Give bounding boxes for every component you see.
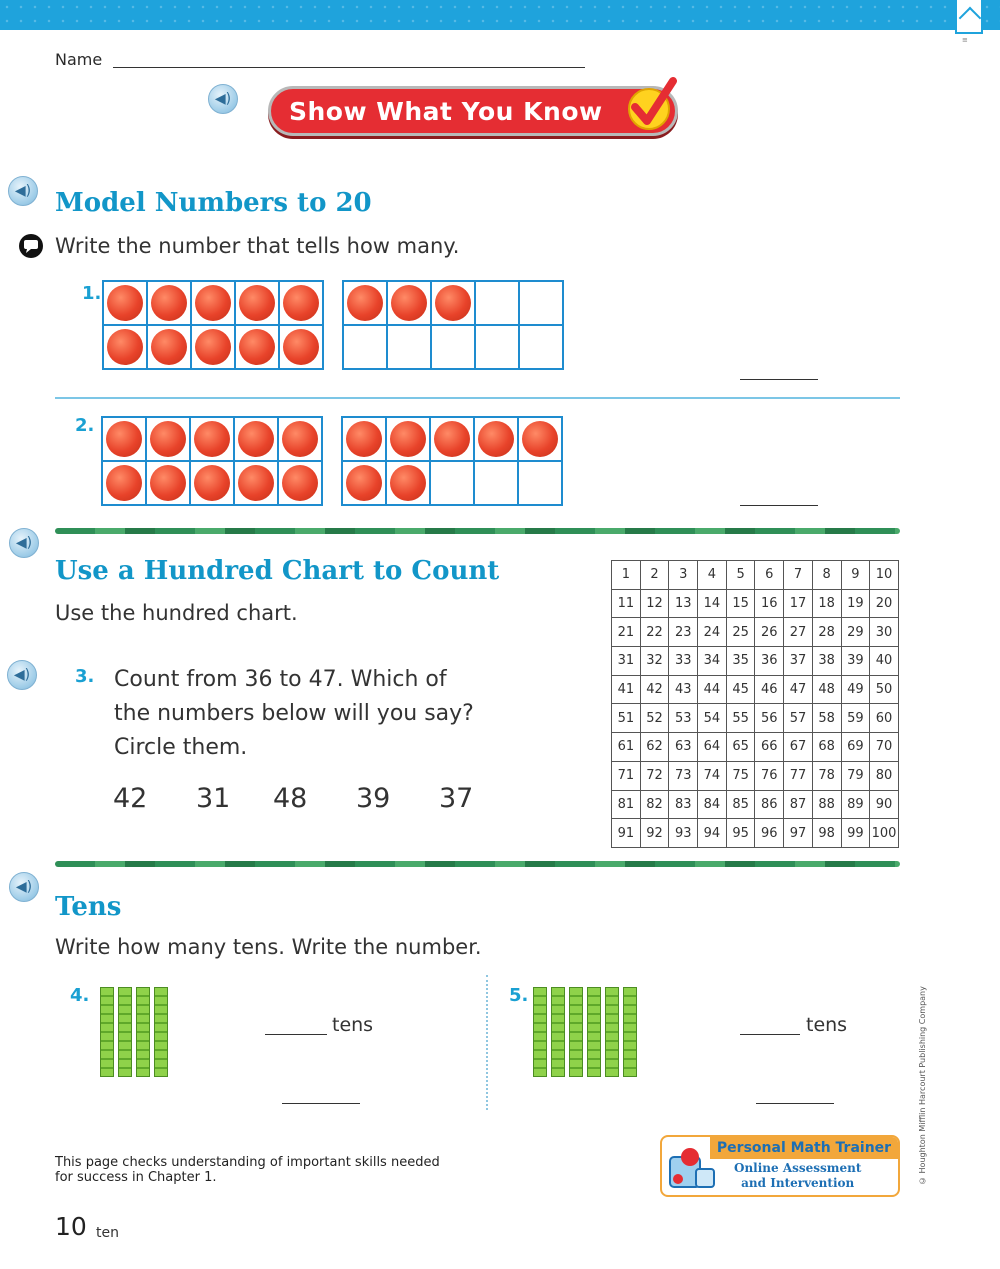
ten-frame-cell — [431, 418, 473, 460]
counter-dot — [239, 329, 275, 365]
tens-rod — [569, 987, 583, 1077]
tens-rod — [551, 987, 565, 1077]
speaker-icon[interactable]: ◀) — [208, 84, 238, 114]
hundred-chart-cell: 31 — [612, 647, 641, 676]
hundred-chart-cell: 54 — [698, 704, 727, 733]
hundred-chart-cell: 72 — [640, 761, 669, 790]
ten-frame-cell — [388, 326, 430, 368]
chat-bubble-icon — [18, 233, 44, 259]
counter-dot — [390, 421, 426, 457]
footnote-line: for success in Chapter 1. — [55, 1170, 217, 1185]
name-label: Name — [55, 50, 103, 69]
counter-dot — [194, 465, 230, 501]
section-title-tens: Tens — [55, 892, 122, 922]
counter-dot — [107, 285, 143, 321]
hundred-chart-cell: 37 — [784, 647, 813, 676]
checkmark-icon — [623, 75, 679, 133]
counter-dot — [391, 285, 427, 321]
hundred-chart-cell: 18 — [812, 589, 841, 618]
hundred-chart-cell: 70 — [870, 733, 899, 762]
hundred-chart-cell: 99 — [841, 819, 870, 848]
question-3-label: 3. — [75, 666, 95, 687]
hundred-chart-cell: 93 — [669, 819, 698, 848]
speaker-icon[interactable]: ◀) — [9, 872, 39, 902]
pmt-line: Online Assessment — [734, 1161, 862, 1175]
tens-rods — [533, 987, 637, 1077]
hundred-chart-cell: 27 — [784, 618, 813, 647]
hundred-chart-cell: 51 — [612, 704, 641, 733]
copyright-text: © Houghton Mifflin Harcourt Publishing Company — [918, 986, 927, 1185]
hundred-chart-cell: 2 — [640, 561, 669, 590]
hundred-chart-cell: 73 — [669, 761, 698, 790]
hundred-chart-cell: 5 — [726, 561, 755, 590]
counter-dot — [238, 465, 274, 501]
top-banner — [0, 0, 1000, 30]
hundred-chart-cell: 1 — [612, 561, 641, 590]
hundred-chart-cell: 97 — [784, 819, 813, 848]
counter-dot — [478, 421, 514, 457]
hundred-chart-cell: 69 — [841, 733, 870, 762]
ten-frame-cell — [148, 282, 190, 324]
page-number: 10 — [55, 1212, 87, 1241]
ten-frame-cell — [387, 418, 429, 460]
counter-dot — [151, 329, 187, 365]
counter-dot — [238, 421, 274, 457]
question-4-label: 4. — [70, 985, 90, 1006]
ten-frame-cell — [476, 282, 518, 324]
hundred-chart-cell: 42 — [640, 675, 669, 704]
bookmark-icon[interactable] — [955, 0, 983, 34]
hundred-chart-cell: 49 — [841, 675, 870, 704]
ten-frame-cell — [279, 418, 321, 460]
ten-frame-cell — [103, 418, 145, 460]
hundred-chart-cell: 52 — [640, 704, 669, 733]
hundred-chart-cell: 32 — [640, 647, 669, 676]
hundred-chart-cell: 39 — [841, 647, 870, 676]
hundred-chart-cell: 7 — [784, 561, 813, 590]
hundred-chart-cell: 8 — [812, 561, 841, 590]
hundred-chart-cell: 91 — [612, 819, 641, 848]
hundred-chart-cell: 63 — [669, 733, 698, 762]
hundred-chart-cell: 24 — [698, 618, 727, 647]
hundred-chart-cell: 65 — [726, 733, 755, 762]
hundred-chart-cell: 61 — [612, 733, 641, 762]
counter-dot — [435, 285, 471, 321]
ten-frame-cell — [191, 462, 233, 504]
hundred-chart-cell: 78 — [812, 761, 841, 790]
ten-frame-cell — [343, 462, 385, 504]
ten-frame-cell — [236, 282, 278, 324]
pmt-body — [734, 1161, 861, 1191]
hundred-chart-cell: 44 — [698, 675, 727, 704]
hundred-chart-cell: 47 — [784, 675, 813, 704]
hundred-chart-cell: 71 — [612, 761, 641, 790]
hundred-chart-cell: 76 — [755, 761, 784, 790]
hundred-chart-cell: 56 — [755, 704, 784, 733]
hundred-chart-cell: 3 — [669, 561, 698, 590]
hundred-chart-cell: 21 — [612, 618, 641, 647]
number-answer-line-q4[interactable] — [282, 1103, 360, 1104]
hundred-chart-cell: 96 — [755, 819, 784, 848]
ten-frame — [342, 280, 564, 370]
hundred-chart-cell: 15 — [726, 589, 755, 618]
hundred-chart-cell: 11 — [612, 589, 641, 618]
name-input-line[interactable] — [113, 67, 585, 68]
counter-dot — [346, 465, 382, 501]
ten-frame-cell — [104, 326, 146, 368]
hundred-chart-cell: 38 — [812, 647, 841, 676]
hundred-chart-cell: 20 — [870, 589, 899, 618]
tens-rod — [605, 987, 619, 1077]
tens-label: tens — [332, 1014, 374, 1036]
hundred-chart-cell: 67 — [784, 733, 813, 762]
tens-rod — [118, 987, 132, 1077]
hundred-chart-cell: 80 — [870, 761, 899, 790]
ten-frame-cell — [103, 462, 145, 504]
tens-answer-line-q4[interactable] — [265, 1034, 327, 1035]
counter-dot — [434, 421, 470, 457]
ten-frame-cell — [519, 418, 561, 460]
hundred-chart-cell: 90 — [870, 790, 899, 819]
ten-frame-cell — [104, 282, 146, 324]
hundred-chart-cell: 62 — [640, 733, 669, 762]
tens-rod — [587, 987, 601, 1077]
hundred-chart-cell: 48 — [812, 675, 841, 704]
speaker-icon[interactable]: ◀) — [7, 660, 37, 690]
hundred-chart-cell: 83 — [669, 790, 698, 819]
answer-line-q2[interactable] — [740, 505, 818, 506]
counter-dot — [194, 421, 230, 457]
tens-answer-line-q5[interactable] — [740, 1034, 800, 1035]
hundred-chart-cell: 74 — [698, 761, 727, 790]
hundred-chart-cell: 6 — [755, 561, 784, 590]
counter-dot — [283, 329, 319, 365]
hundred-chart-cell: 30 — [870, 618, 899, 647]
question-1-label: 1. — [82, 283, 102, 304]
hundred-chart-cell: 50 — [870, 675, 899, 704]
hundred-chart-cell: 45 — [726, 675, 755, 704]
hundred-chart-cell: 25 — [726, 618, 755, 647]
counter-dot — [195, 329, 231, 365]
counter-dot — [390, 465, 426, 501]
ten-frame-cell — [280, 326, 322, 368]
hundred-chart-cell: 86 — [755, 790, 784, 819]
hundred-chart-cell: 92 — [640, 819, 669, 848]
hundred-chart-cell: 40 — [870, 647, 899, 676]
section3-instruction: Write how many tens. Write the number. — [55, 935, 482, 959]
question-divider — [55, 397, 900, 399]
ten-frame-cell — [520, 326, 562, 368]
counter-dot — [106, 465, 142, 501]
ten-frame-cell — [431, 462, 473, 504]
column-separator — [486, 975, 488, 1110]
hundred-chart-cell: 66 — [755, 733, 784, 762]
ten-frame-cell — [432, 326, 474, 368]
choice-number[interactable]: 37 — [439, 783, 474, 814]
section-divider — [55, 528, 900, 534]
ten-frame-cell — [192, 282, 234, 324]
hundred-chart-cell: 89 — [841, 790, 870, 819]
hundred-chart-cell: 95 — [726, 819, 755, 848]
hundred-chart-cell: 12 — [640, 589, 669, 618]
tens-rod — [100, 987, 114, 1077]
ten-frame — [101, 416, 323, 506]
hundred-chart-cell: 13 — [669, 589, 698, 618]
counter-dot — [151, 285, 187, 321]
ten-frame-cell — [475, 462, 517, 504]
hundred-chart-cell: 79 — [841, 761, 870, 790]
ten-frame-cell — [191, 418, 233, 460]
hundred-chart-cell: 53 — [669, 704, 698, 733]
counter-dot — [150, 465, 186, 501]
ten-frame-cell — [279, 462, 321, 504]
ten-frame-cell — [388, 282, 430, 324]
ten-frame-cell — [148, 326, 190, 368]
hundred-chart-cell: 29 — [841, 618, 870, 647]
hundred-chart-cell: 87 — [784, 790, 813, 819]
hundred-chart-cell: 100 — [870, 819, 899, 848]
hundred-chart-cell: 82 — [640, 790, 669, 819]
hundred-chart-cell: 16 — [755, 589, 784, 618]
pmt-title: Personal Math Trainer — [710, 1137, 898, 1159]
speaker-icon[interactable]: ◀) — [9, 528, 39, 558]
hundred-chart-cell: 57 — [784, 704, 813, 733]
tens-rod — [154, 987, 168, 1077]
choice-number[interactable]: 31 — [196, 783, 231, 814]
hundred-chart-cell: 4 — [698, 561, 727, 590]
hundred-chart-cell: 35 — [726, 647, 755, 676]
counter-dot — [107, 329, 143, 365]
choice-number[interactable]: 42 — [113, 783, 148, 814]
ten-frame-cell — [520, 282, 562, 324]
hundred-chart-cell: 23 — [669, 618, 698, 647]
hundred-chart-cell: 55 — [726, 704, 755, 733]
hundred-chart-cell: 59 — [841, 704, 870, 733]
section-divider — [55, 861, 900, 867]
section2-instruction: Use the hundred chart. — [55, 601, 298, 625]
page-marker: ≡ — [962, 36, 968, 44]
hundred-chart-cell: 36 — [755, 647, 784, 676]
hundred-chart-cell: 75 — [726, 761, 755, 790]
question-5-label: 5. — [509, 985, 529, 1006]
hundred-chart-cell: 19 — [841, 589, 870, 618]
counter-dot — [347, 285, 383, 321]
tens-rod — [136, 987, 150, 1077]
speaker-icon[interactable]: ◀) — [8, 176, 38, 206]
counter-dot — [239, 285, 275, 321]
hundred-chart-cell: 88 — [812, 790, 841, 819]
hundred-chart-cell: 34 — [698, 647, 727, 676]
hundred-chart-cell: 64 — [698, 733, 727, 762]
choice-number[interactable]: 39 — [356, 783, 391, 814]
tens-label: tens — [806, 1014, 848, 1036]
counter-dot — [106, 421, 142, 457]
hundred-chart-cell: 84 — [698, 790, 727, 819]
hundred-chart-cell: 46 — [755, 675, 784, 704]
counter-dot — [522, 421, 558, 457]
hundred-chart-cell: 41 — [612, 675, 641, 704]
ten-frame — [102, 280, 324, 370]
banner-title: Show What You Know — [289, 97, 603, 126]
tens-rods — [100, 987, 168, 1077]
question-2-label: 2. — [75, 415, 95, 436]
counter-dot — [346, 421, 382, 457]
section-title-hundred-chart: Use a Hundred Chart to Count — [55, 556, 500, 586]
ten-frame-cell — [475, 418, 517, 460]
footnote — [55, 1155, 515, 1185]
ten-frame-cell — [147, 462, 189, 504]
hundred-chart-cell: 14 — [698, 589, 727, 618]
page-number-word: ten — [96, 1225, 119, 1241]
question-3-line: Count from 36 to 47. Which of — [114, 667, 447, 692]
choice-number[interactable]: 48 — [273, 783, 308, 814]
tens-rod — [623, 987, 637, 1077]
counter-dot — [283, 285, 319, 321]
ten-frame-cell — [235, 418, 277, 460]
counter-dot — [195, 285, 231, 321]
hundred-chart-cell: 28 — [812, 618, 841, 647]
ten-frame-cell — [387, 462, 429, 504]
hundred-chart-cell: 98 — [812, 819, 841, 848]
ten-frame-cell — [280, 282, 322, 324]
ten-frame-cell — [343, 418, 385, 460]
hundred-chart-cell: 10 — [870, 561, 899, 590]
hundred-chart-cell: 77 — [784, 761, 813, 790]
hundred-chart-cell: 43 — [669, 675, 698, 704]
tens-rod — [533, 987, 547, 1077]
hundred-chart-cell: 94 — [698, 819, 727, 848]
hundred-chart — [611, 560, 899, 848]
section-title-model-numbers: Model Numbers to 20 — [55, 188, 372, 218]
hundred-chart-cell: 17 — [784, 589, 813, 618]
question-3-line: the numbers below will you say? — [114, 701, 474, 726]
ten-frame-cell — [519, 462, 561, 504]
counter-dot — [150, 421, 186, 457]
hundred-chart-cell: 22 — [640, 618, 669, 647]
hundred-chart-cell: 26 — [755, 618, 784, 647]
counter-dot — [282, 421, 318, 457]
pmt-line: and Intervention — [741, 1176, 855, 1190]
ten-frame — [341, 416, 563, 506]
hundred-chart-cell: 81 — [612, 790, 641, 819]
section1-instruction: Write the number that tells how many. — [55, 234, 460, 258]
hundred-chart-cell: 9 — [841, 561, 870, 590]
ten-frame-cell — [147, 418, 189, 460]
hundred-chart-cell: 58 — [812, 704, 841, 733]
hundred-chart-cell: 60 — [870, 704, 899, 733]
ten-frame-cell — [344, 326, 386, 368]
ten-frame-cell — [236, 326, 278, 368]
hundred-chart-cell: 68 — [812, 733, 841, 762]
ten-frame-cell — [432, 282, 474, 324]
ten-frame-cell — [344, 282, 386, 324]
counter-dot — [282, 465, 318, 501]
ten-frame-cell — [476, 326, 518, 368]
ten-frame-cell — [192, 326, 234, 368]
question-3-text — [114, 663, 514, 765]
question-3-line: Circle them. — [114, 735, 248, 760]
show-what-you-know-banner — [268, 86, 678, 136]
number-answer-line-q5[interactable] — [756, 1103, 834, 1104]
footnote-line: This page checks understanding of important skills needed — [55, 1155, 440, 1170]
personal-math-trainer-badge[interactable] — [660, 1135, 900, 1197]
hundred-chart-cell: 33 — [669, 647, 698, 676]
answer-line-q1[interactable] — [740, 379, 818, 380]
hundred-chart-cell: 85 — [726, 790, 755, 819]
ten-frame-cell — [235, 462, 277, 504]
